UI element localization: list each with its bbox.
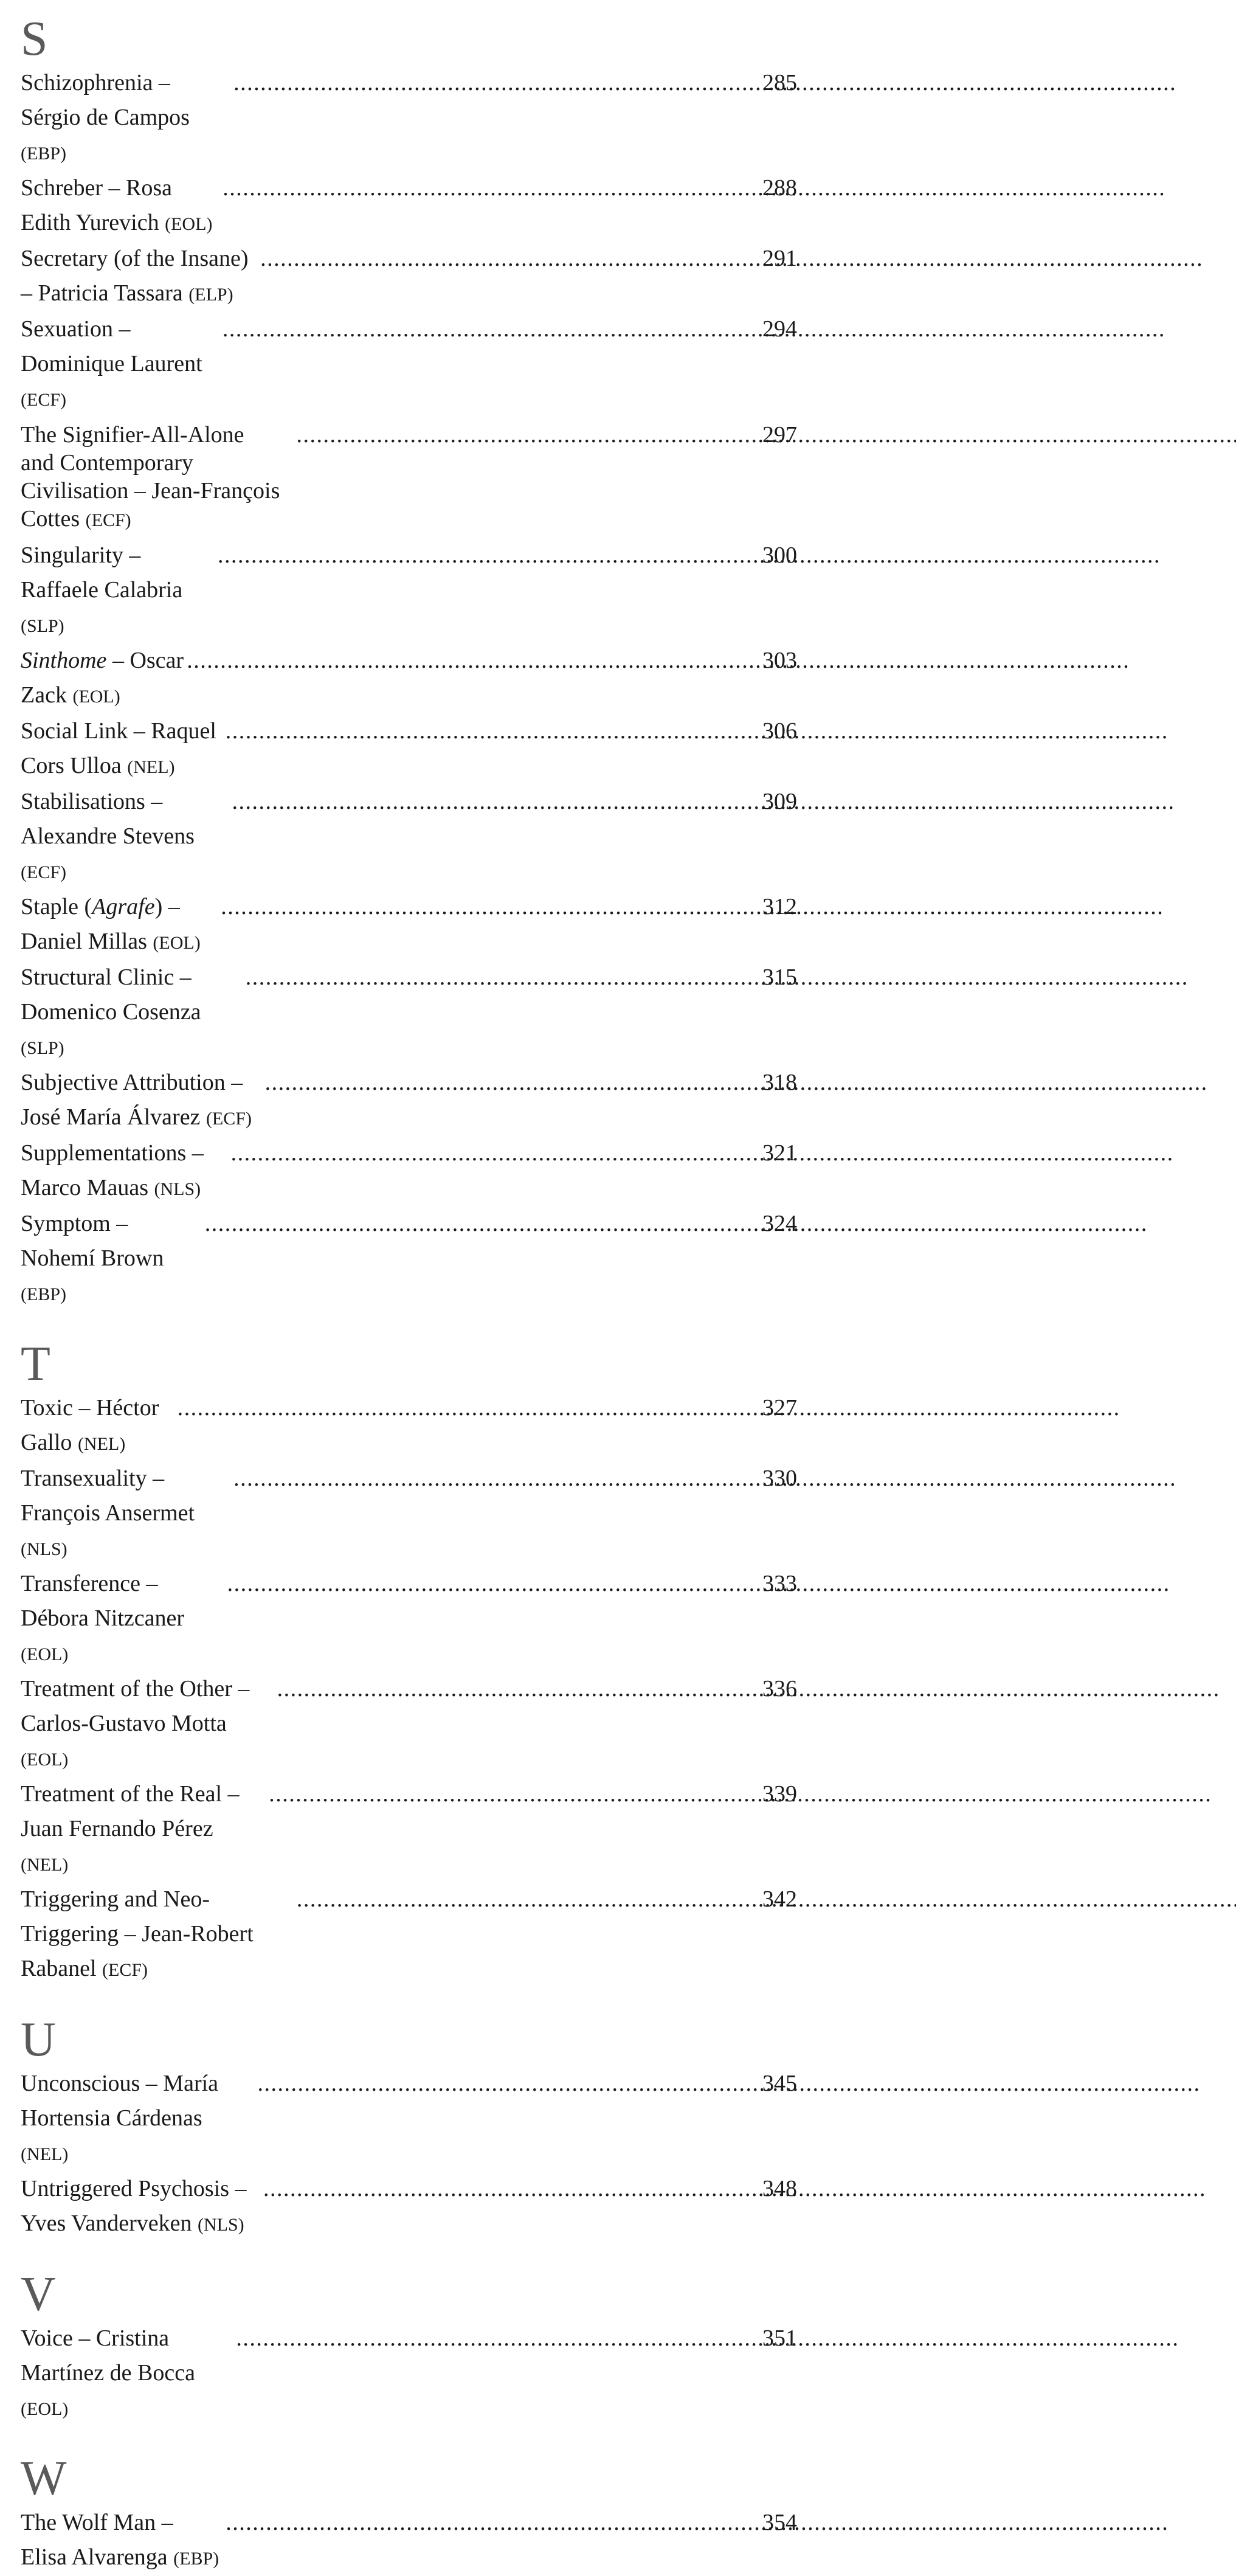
page-number: 291 <box>762 246 797 271</box>
toc-section <box>21 2242 797 2426</box>
toc-entry[interactable] <box>21 312 797 417</box>
dot-leader <box>236 2321 760 2356</box>
entry-school: (ECF) <box>21 390 66 410</box>
page-number: 333 <box>762 1571 797 1596</box>
dot-leader <box>227 1567 760 1601</box>
entry-term-author: Sexuation – Dominique Laurent <box>21 316 202 376</box>
entry-term-author: Secretary (of the Insane) – Patricia Tassara <box>21 246 255 306</box>
toc-entry[interactable] <box>21 2505 797 2576</box>
entry-term-author: Symptom – Nohemí Brown <box>21 1211 164 1271</box>
entry-title <box>21 1461 231 1567</box>
dot-leader <box>218 538 760 573</box>
dot-leader <box>265 1065 760 1100</box>
page-number: 351 <box>762 2325 797 2351</box>
toc-entry[interactable] <box>21 538 797 643</box>
entry-title <box>21 714 223 784</box>
entry-title <box>21 960 243 1065</box>
entry-term-author: Voice – Cristina Martínez de Bocca <box>21 2325 195 2386</box>
entry-title <box>21 1777 266 1882</box>
toc-entry[interactable] <box>21 1391 797 1461</box>
toc-entry[interactable] <box>21 1461 797 1567</box>
entry-term-author: Singularity – Raffaele Calabria <box>21 542 183 603</box>
page-number: 309 <box>762 789 797 814</box>
entry-title <box>21 1136 229 1207</box>
page-number: 342 <box>762 1886 797 1912</box>
dot-leader <box>221 890 760 924</box>
section-letter: T <box>21 1337 50 1391</box>
dot-leader <box>223 171 760 206</box>
toc-section <box>21 1987 797 2242</box>
toc-section <box>21 2426 797 2576</box>
toc-entry[interactable] <box>21 784 797 890</box>
dot-leader <box>223 312 760 347</box>
entry-school: (EOL) <box>153 933 201 953</box>
entry-school: (SLP) <box>21 616 64 636</box>
toc-entry[interactable] <box>21 890 797 960</box>
entry-title <box>21 2066 255 2172</box>
entry-school: (SLP) <box>21 1038 64 1058</box>
entry-title <box>21 2321 233 2426</box>
entry-title <box>21 1391 175 1461</box>
entry-title <box>21 1065 263 1136</box>
entry-term-author: Unconscious – María Hortensia Cárdenas <box>21 2071 224 2131</box>
toc-entry[interactable] <box>21 2321 797 2426</box>
entry-title <box>21 2172 261 2242</box>
dot-leader <box>232 784 760 819</box>
entry-term-author: Triggering and Neo-Triggering – Jean-Robert Rabanel <box>21 1886 260 1981</box>
section-letter: S <box>21 12 48 66</box>
entry-term-author: – Oscar Zack <box>21 648 190 708</box>
entry-term-author: Social Link – Raquel Cors Ulloa <box>21 718 223 778</box>
entry-title <box>21 643 190 714</box>
toc-entry[interactable] <box>21 1567 797 1672</box>
dot-leader <box>277 1672 760 1706</box>
page-number: 315 <box>762 964 797 990</box>
entry-school: (EBP) <box>173 2549 219 2569</box>
page-number: 339 <box>762 1781 797 1807</box>
entry-school: (EOL) <box>72 687 120 707</box>
toc-section <box>21 1312 797 1987</box>
entry-term-author: Structural Clinic – Domenico Cosenza <box>21 964 201 1025</box>
entry-school: (NLS) <box>21 1539 67 1559</box>
entry-school: (NEL) <box>77 1434 126 1454</box>
toc-section <box>21 6 797 1312</box>
dot-leader <box>297 1882 760 1917</box>
entry-title <box>21 312 220 417</box>
entry-school: (EBP) <box>21 144 66 164</box>
entry-term-author: Transference – Débora Nitzcaner <box>21 1571 185 1631</box>
toc-entry[interactable] <box>21 2172 797 2242</box>
entry-title <box>21 784 229 890</box>
entry-school: (ELP) <box>188 285 233 305</box>
toc-entry[interactable] <box>21 1672 797 1777</box>
entry-school: (NEL) <box>21 1855 69 1875</box>
page-number: 312 <box>762 894 797 919</box>
entry-title <box>21 2505 223 2576</box>
entry-title <box>21 241 258 312</box>
entry-term-author: The Wolf Man – Elisa Alvarenga <box>21 2510 179 2570</box>
entry-term-author: Treatment of the Other – Carlos-Gustavo Motta <box>21 1676 255 1736</box>
dot-leader <box>233 66 760 100</box>
entry-term-author: Schreber – Rosa Edith Yurevich <box>21 175 178 235</box>
page-number: 306 <box>762 718 797 744</box>
entry-school: (NEL) <box>21 2144 69 2164</box>
entry-school: (EOL) <box>165 214 213 234</box>
dot-leader <box>187 643 760 678</box>
entry-term-italic: Agrafe <box>92 894 155 919</box>
dot-leader <box>260 241 760 276</box>
toc-entry[interactable] <box>21 1777 797 1882</box>
toc-entry[interactable] <box>21 66 797 171</box>
entry-term-author: The Signifier-All-Alone and Contemporary Civilisation – Jean-François Cottes <box>21 422 280 531</box>
dot-leader <box>231 1136 760 1171</box>
section-letter: V <box>21 2268 56 2321</box>
page-number: 285 <box>762 70 797 95</box>
entry-term-author: Toxic – Héctor Gallo <box>21 1395 165 1455</box>
dot-leader <box>226 2505 760 2540</box>
toc-entry[interactable] <box>21 643 797 714</box>
dot-leader <box>263 2172 760 2206</box>
entry-school: (EOL) <box>21 2399 69 2419</box>
toc-entry[interactable] <box>21 1136 797 1207</box>
page-number: 327 <box>762 1395 797 1421</box>
toc-entry[interactable] <box>21 1065 797 1136</box>
entry-title <box>21 538 215 643</box>
entry-title <box>21 171 220 241</box>
entry-term-author: Untriggered Psychosis – Yves Vanderveken <box>21 2176 252 2236</box>
entry-term-author: ) – Daniel Millas <box>21 894 186 954</box>
entry-title <box>21 1672 275 1777</box>
entry-title <box>21 1207 202 1312</box>
page-number: 330 <box>762 1466 797 1491</box>
dot-leader <box>226 714 760 749</box>
toc-entry[interactable] <box>21 714 797 784</box>
entry-term-author: Supplementations – Marco Mauas <box>21 1140 210 1200</box>
entry-school: (EBP) <box>21 1284 66 1304</box>
page-number: 321 <box>762 1140 797 1166</box>
toc-entry[interactable] <box>21 2066 797 2172</box>
entry-term-author: Schizophrenia – Sérgio de Campos <box>21 70 190 130</box>
entry-title <box>21 890 218 960</box>
entry-school: (EOL) <box>21 1644 69 1664</box>
toc-entry[interactable] <box>21 417 797 538</box>
page-number: 345 <box>762 2071 797 2096</box>
dot-leader <box>233 1461 760 1496</box>
entry-title <box>21 66 231 171</box>
page-number: 336 <box>762 1676 797 1702</box>
entry-term-author: Stabilisations – Alexandre Stevens <box>21 789 195 849</box>
toc-entry[interactable] <box>21 960 797 1065</box>
dot-leader <box>269 1777 760 1812</box>
entry-school: (ECF) <box>85 510 131 530</box>
entry-term-author: Treatment of the Real – Juan Fernando Pérez <box>21 1781 246 1841</box>
section-letter: W <box>21 2452 67 2505</box>
page-number: 300 <box>762 542 797 568</box>
entry-term-author: Transexuality – François Ansermet <box>21 1466 195 1526</box>
entry-term-italic: Sinthome <box>21 648 107 673</box>
entry-title <box>21 1567 225 1672</box>
entry-title <box>21 421 294 535</box>
dot-leader <box>246 960 760 995</box>
dot-leader <box>258 2066 760 2101</box>
entry-school: (NLS) <box>154 1179 201 1199</box>
page-number: 354 <box>762 2510 797 2535</box>
toc-entry[interactable] <box>21 171 797 241</box>
section-letter: U <box>21 2013 56 2066</box>
page-number: 294 <box>762 316 797 342</box>
page-number: 297 <box>762 422 797 448</box>
dot-leader <box>205 1207 760 1241</box>
dot-leader <box>296 421 760 449</box>
page-number: 348 <box>762 2176 797 2201</box>
entry-school: (EOL) <box>21 1750 69 1770</box>
page-number: 324 <box>762 1211 797 1236</box>
entry-term-author: Subjective Attribution – José María Álvarez <box>21 1070 249 1130</box>
toc-entry[interactable] <box>21 1207 797 1312</box>
entry-school: (ECF) <box>205 1109 252 1129</box>
toc-entry[interactable] <box>21 1882 797 1987</box>
dot-leader <box>178 1391 760 1425</box>
entry-school: (NEL) <box>127 757 175 777</box>
entry-school: (ECF) <box>102 1960 148 1980</box>
entry-term-author: Staple ( <box>21 894 92 919</box>
entry-school: (ECF) <box>21 862 66 882</box>
page-number: 318 <box>762 1070 797 1095</box>
entry-school: (NLS) <box>197 2215 244 2235</box>
toc-entry[interactable] <box>21 241 797 312</box>
page-number: 303 <box>762 648 797 673</box>
entry-title <box>21 1882 294 1987</box>
page-number: 288 <box>762 175 797 201</box>
